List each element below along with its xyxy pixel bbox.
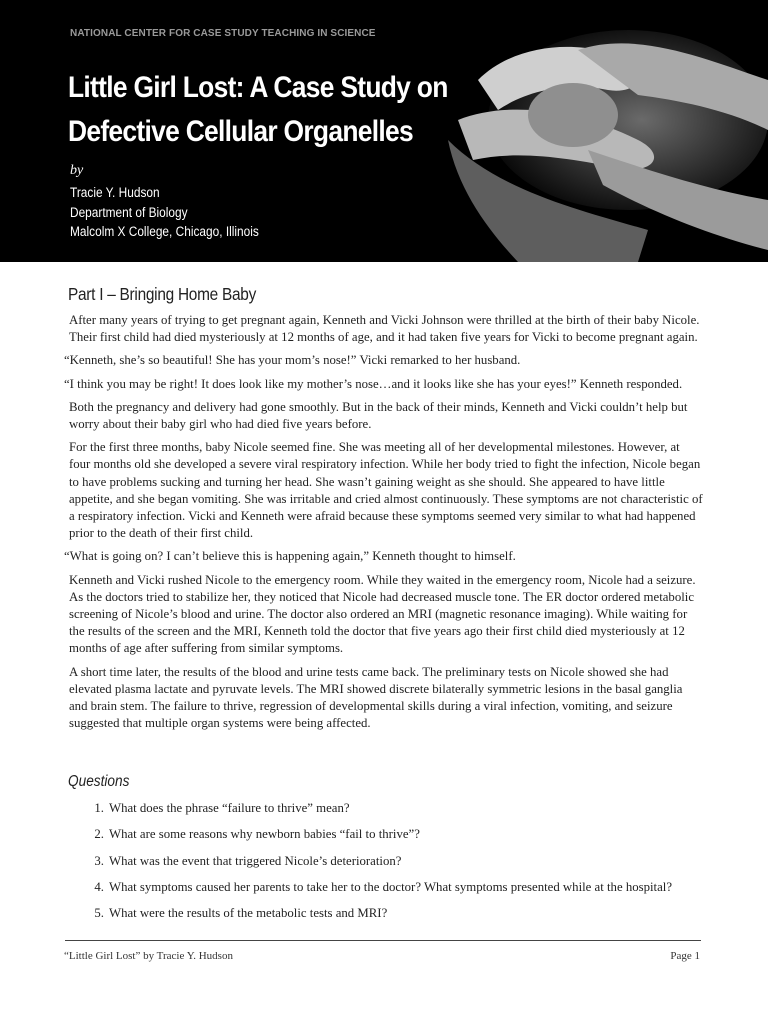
question-item — [84, 880, 704, 906]
question-text: What are some reasons why newborn babies “fail to thrive”? — [109, 827, 420, 842]
by-label: by — [70, 163, 84, 178]
organization-name: NATIONAL CENTER FOR CASE STUDY TEACHING IN SCIENCE — [70, 28, 376, 39]
question-text: What does the phrase “failure to thrive” mean? — [109, 801, 350, 815]
question-number: 2. — [94, 827, 104, 842]
questions-list — [84, 801, 704, 932]
hands-holding-baby-image — [438, 0, 768, 262]
paragraph: After many years of trying to get pregnant again, Kenneth and Vicki Johnson were thrilled at the birth of their baby Nicole. Their first child had died mysteriously at 12 months of age, and it had taken five years for Vicki to become pregnant again. — [69, 313, 700, 345]
footer-divider — [65, 940, 701, 941]
paragraph: Both the pregnancy and delivery had gone smoothly. But in the back of their minds, Kenneth and Vicki couldn’t help but worry about their baby girl who had died five years before. — [69, 399, 688, 432]
question-item — [84, 854, 704, 880]
question-item — [84, 906, 704, 932]
department: Department of Biology — [70, 204, 188, 220]
question-text: What were the results of the metabolic tests and MRI? — [109, 906, 388, 921]
question-number: 4. — [94, 879, 104, 894]
page-number: Page 1 — [670, 950, 700, 962]
title-line-1: Little Girl Lost: A Case Study on — [68, 71, 448, 104]
questions-heading: Questions — [68, 773, 130, 790]
paragraph: A short time later, the results of the blood and urine tests came back. The preliminary tests on Nicole showed she had elevated plasma lactate and pyruvate levels. The MRI showed discrete bilaterally symmetric lesions in the basal ganglia and brain stem. The failure to thrive, regression of developmental skills during a viral infection, vomiting, and seizure suggested that multiple organ systems were being affected. — [69, 664, 683, 731]
question-number: 1. — [94, 801, 104, 815]
question-text: What was the event that triggered Nicole’s deterioration? — [109, 853, 402, 868]
question-number: 3. — [94, 853, 104, 868]
author-block — [70, 183, 352, 242]
question-item — [84, 827, 704, 853]
part-heading: Part I – Bringing Home Baby — [68, 284, 257, 304]
page-title — [68, 66, 482, 154]
question-number: 5. — [94, 906, 104, 921]
paragraph: Kenneth and Vicki rushed Nicole to the emergency room. While they waited in the emergency room, Nicole had a seizure. As the doctors tried to stabilize her, they noticed that Nicole had decreased muscle tone. The ER doctor ordered metabolic screening of Nicole’s blood and urine. The doctor also ordered an MRI (magnetic resonance imaging). While waiting for the results of the screen and the MRI, Kenneth told the doctor that five years ago their first child died mysteriously at 12 months of age after suffering from similar symptoms. — [69, 572, 696, 656]
paragraph: “Kenneth, she’s so beautiful! She has your mom’s nose!” Vicki remarked to her husband. — [64, 353, 521, 368]
title-line-2: Defective Cellular Organelles — [68, 115, 413, 148]
paragraph: For the first three months, baby Nicole seemed fine. She was meeting all of her developmental milestones. However, at four months old she developed a severe viral respiratory infection. While her body tried to fight the infection, Nicole began to have problems sucking and turning her head. She wasn’t gaining weight as she should. She appeared to have little appetite, and she began vomiting. She was irritable and cried almost continuously. These symptoms are not characteristic of a respiratory infection. Vicki and Kenneth were afraid because these symptoms seemed very similar to what had happened prior to the death of their first child. — [69, 440, 703, 541]
paragraph: “What is going on? I can’t believe this is happening again,” Kenneth thought to himself. — [64, 549, 516, 564]
question-text: What symptoms caused her parents to take her to the doctor? What symptoms presented while at the hospital? — [109, 879, 673, 894]
header-banner — [0, 0, 768, 262]
question-item — [84, 801, 704, 827]
footer-citation: “Little Girl Lost” by Tracie Y. Hudson — [64, 950, 233, 962]
case-body — [64, 312, 704, 738]
paragraph: “I think you may be right! It does look like my mother’s nose…and it looks like she has your eyes!” Kenneth responded. — [64, 376, 683, 391]
institution: Malcolm X College, Chicago, Illinois — [70, 224, 259, 239]
author-name: Tracie Y. Hudson — [70, 185, 160, 200]
